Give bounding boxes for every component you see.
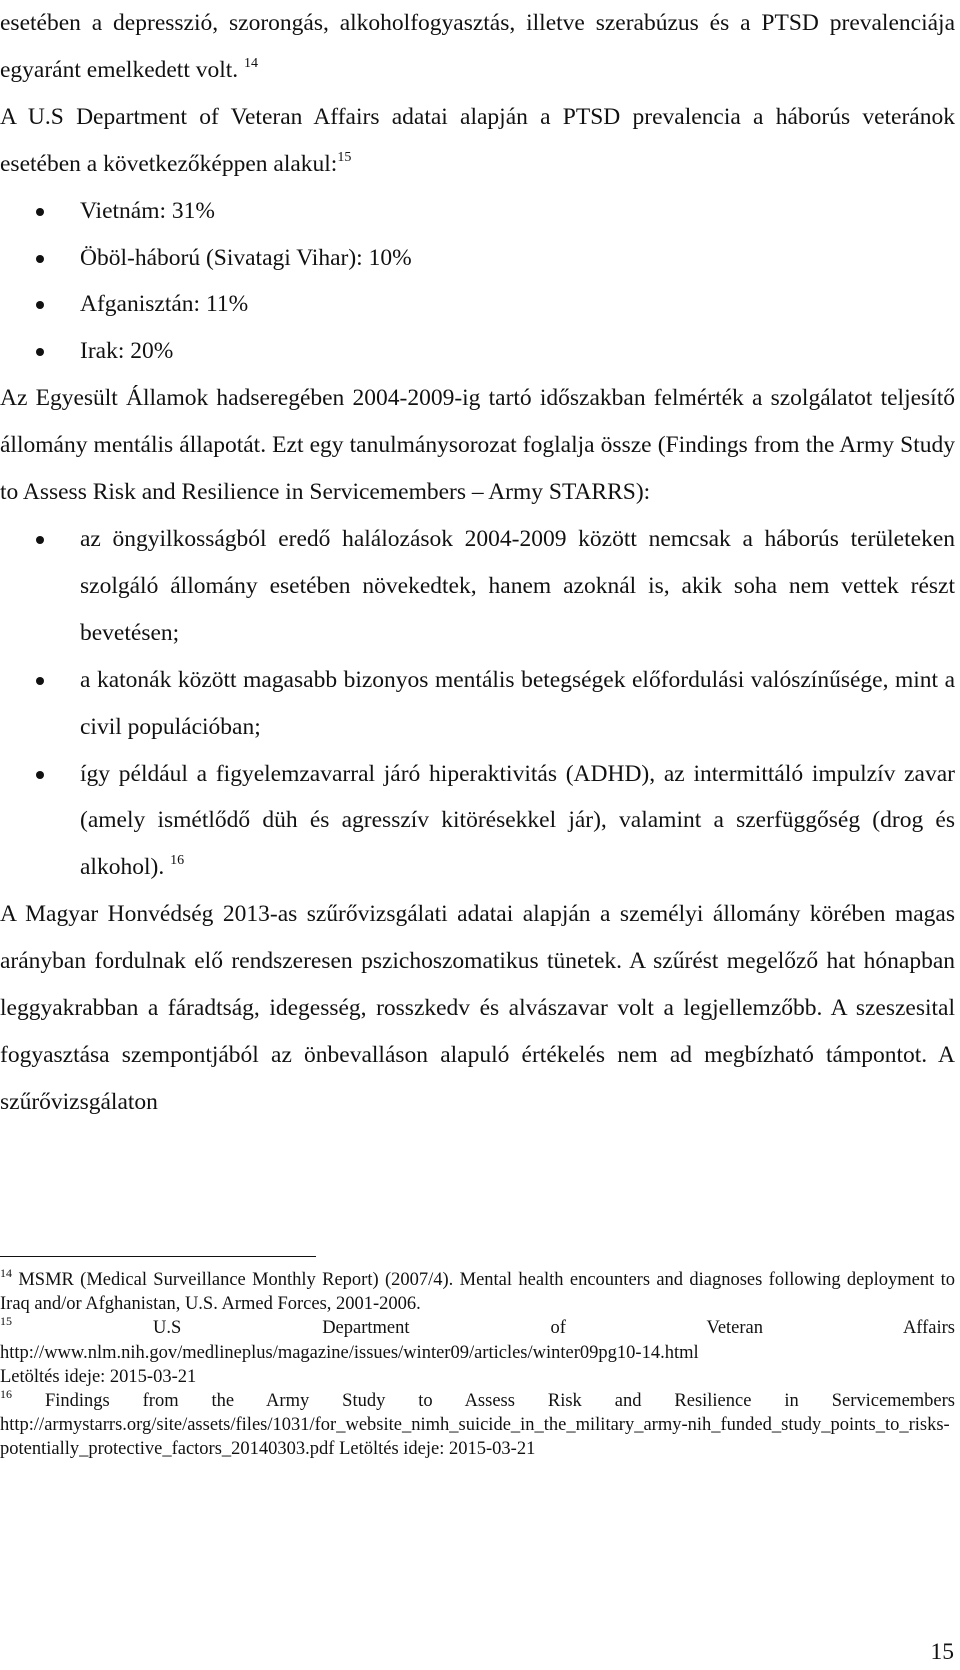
paragraph-3: Az Egyesült Államok hadseregében 2004-2009-ig tartó időszakban felmérték a szolgálatot teljesítő állomány mentális állapotát. Ezt egy tanulmánysorozat foglalja össze (Findings from the Army Study to Assess Risk and Resilience in Servicemembers – Army STARRS): — [0, 385, 955, 506]
footnote-15-date: Letöltés ideje: 2015-03-21 — [0, 1366, 197, 1387]
paragraph-1-text: esetében a depresszió, szorongás, alkoholfogyasztás, illetve szerabúzus és a PTSD prevalenciája egyaránt emelkedett volt. — [0, 10, 955, 83]
bullet-icon — [36, 536, 44, 544]
list-item: Öböl-háború (Sivatagi Vihar): 10% — [0, 235, 955, 282]
bullet-icon — [36, 255, 44, 263]
bullet-icon — [36, 677, 44, 685]
footnote-divider — [0, 1256, 316, 1257]
footnote-ref-14[interactable]: 14 — [244, 55, 259, 71]
footnote-number: 14 — [0, 1266, 12, 1280]
footnote-14: $^{14}$ MSMR (Medical Surveillance Monthly Report) (2007/4). Mental health encounters and diagnoses following deployment to Iraq and/or Afghanistan, U.S. Armed Forces, 2001-2006. — [0, 1266, 955, 1315]
bullet-icon — [36, 208, 44, 216]
list-item: a katonák között magasabb bizonyos mentális betegségek előfordulási valószínűsége, mint a civil populációban; — [0, 657, 955, 751]
prevalence-list — [0, 188, 955, 376]
page-number: 15 — [930, 1639, 954, 1665]
footnote-ref-16[interactable]: 16 — [170, 853, 185, 869]
bullet-icon — [36, 301, 44, 309]
list-item: az öngyilkosságból eredő halálozások 2004-2009 között nemcsak a háborús területeken szolgáló állomány esetében növekedtek, hanem azoknál is, akik soha nem vettek részt bevetésen; — [0, 516, 955, 657]
findings-list — [0, 516, 955, 891]
footnote-number: 16 — [0, 1387, 12, 1402]
paragraph-2-text: A U.S Department of Veteran Affairs adatai alapján a PTSD prevalencia a háborús veteránok esetében a következőképpen alakul: — [0, 103, 955, 177]
footnote-15-link[interactable]: http://www.nlm.nih.gov/medlineplus/magazine/issues/winter09/articles/winter09pg10-14.html — [0, 1342, 699, 1363]
footnote-15: $^{15}$ U.S Department of Veteran Affairs — [0, 1314, 955, 1339]
footnote-16-link[interactable]: http://armystarrs.org/site/assets/files/1031/for_website_nimh_suicide_in_the_military_army-nih_funded_study_points_to_risks-potentially_protective_factors_20140303.pdf Letöltés ideje: 2015-03-21 — [0, 1415, 950, 1460]
paragraph-4: A Magyar Honvédség 2013-as szűrővizsgálati adatai alapján a személyi állomány körében magas arányban fordulnak elő rendszeresen pszichoszomatikus tünetek. A szűrést megelőző hat hónapban leggyakrabban a fáradtság, idegesség, rosszkedv és alvászavar volt a legjellemzőbb. A szeszesital fogyasztása szempontjából az önbevalláson alapuló értékelés nem ad megbízható támpontot. A szűrővizsgálaton — [0, 901, 955, 1115]
footnote-16: $^{16}$ Findings from the Army Study to Assess Risk and Resilience in Servicemembers — [0, 1387, 955, 1412]
list-item: Vietnám: 31% — [0, 188, 955, 235]
footnote-number: 15 — [0, 1314, 12, 1329]
list-item: Irak: 20% — [0, 328, 955, 375]
paragraph-2 — [0, 94, 955, 188]
list-item: így például a figyelemzavarral járó hiperaktivitás (ADHD), az intermittáló impulzív zavar (amely ismétlődő düh és agresszív kitörésekkel jár), valamint a szerfüggőség (drog és alkohol). $^{16}$ — [0, 751, 955, 892]
footnotes — [0, 1268, 955, 1462]
bullet-icon — [36, 771, 44, 779]
list-item: Afganisztán: 11% — [0, 281, 955, 328]
bullet-icon — [36, 348, 44, 356]
paragraph-1 — [0, 0, 955, 94]
footnote-ref-15[interactable]: 15 — [337, 149, 352, 165]
